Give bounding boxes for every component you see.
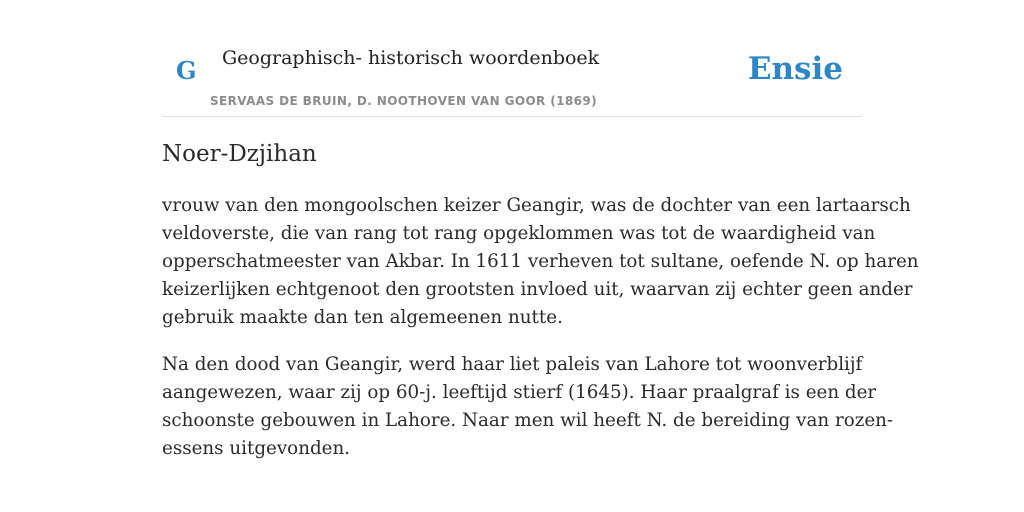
text-line: opperschatmeester van Akbar. In 1611 verheven tot sultane, oefende N. op haren: [162, 251, 919, 272]
text-line: veldoverste, die van rang tot rang opgeklommen was tot de waardigheid van: [162, 223, 876, 244]
text-line: essens uitgevonden.: [162, 438, 351, 459]
text-line: keizerlijken echtgenoot den grootsten invloed uit, waarvan zij echter geen ander: [162, 279, 913, 300]
ensie-logo-link[interactable]: Ensie: [747, 51, 843, 87]
dictionary-title-link[interactable]: Geographisch- historisch woordenboek: [222, 47, 600, 69]
text-line: aangewezen, waar zij op 60-j. leeftijd stierf (1645). Haar praalgraf is een der: [162, 382, 877, 403]
entry-title: Noer-Dzjihan: [162, 141, 317, 167]
text-line: gebruik maakte dan ten algemeenen nutte.: [162, 307, 563, 328]
dictionary-authors: SERVAAS DE BRUIN, D. NOOTHOVEN VAN GOOR (1869): [210, 94, 598, 108]
entry-paragraph: [162, 351, 894, 463]
dictionary-letter-badge[interactable]: G: [176, 56, 197, 85]
text-line: vrouw van den mongoolschen keizer Geangir, was de dochter van een lartaarsch: [162, 195, 911, 216]
entry-paragraph: [162, 192, 919, 332]
dictionary-header: [162, 0, 862, 117]
text-line: Na den dood van Geangir, werd haar liet paleis van Lahore tot woonverblijf: [162, 354, 863, 375]
entry-body: [162, 192, 919, 482]
text-line: schoonste gebouwen in Lahore. Naar men wil heeft N. de bereiding van rozen-: [162, 410, 894, 431]
